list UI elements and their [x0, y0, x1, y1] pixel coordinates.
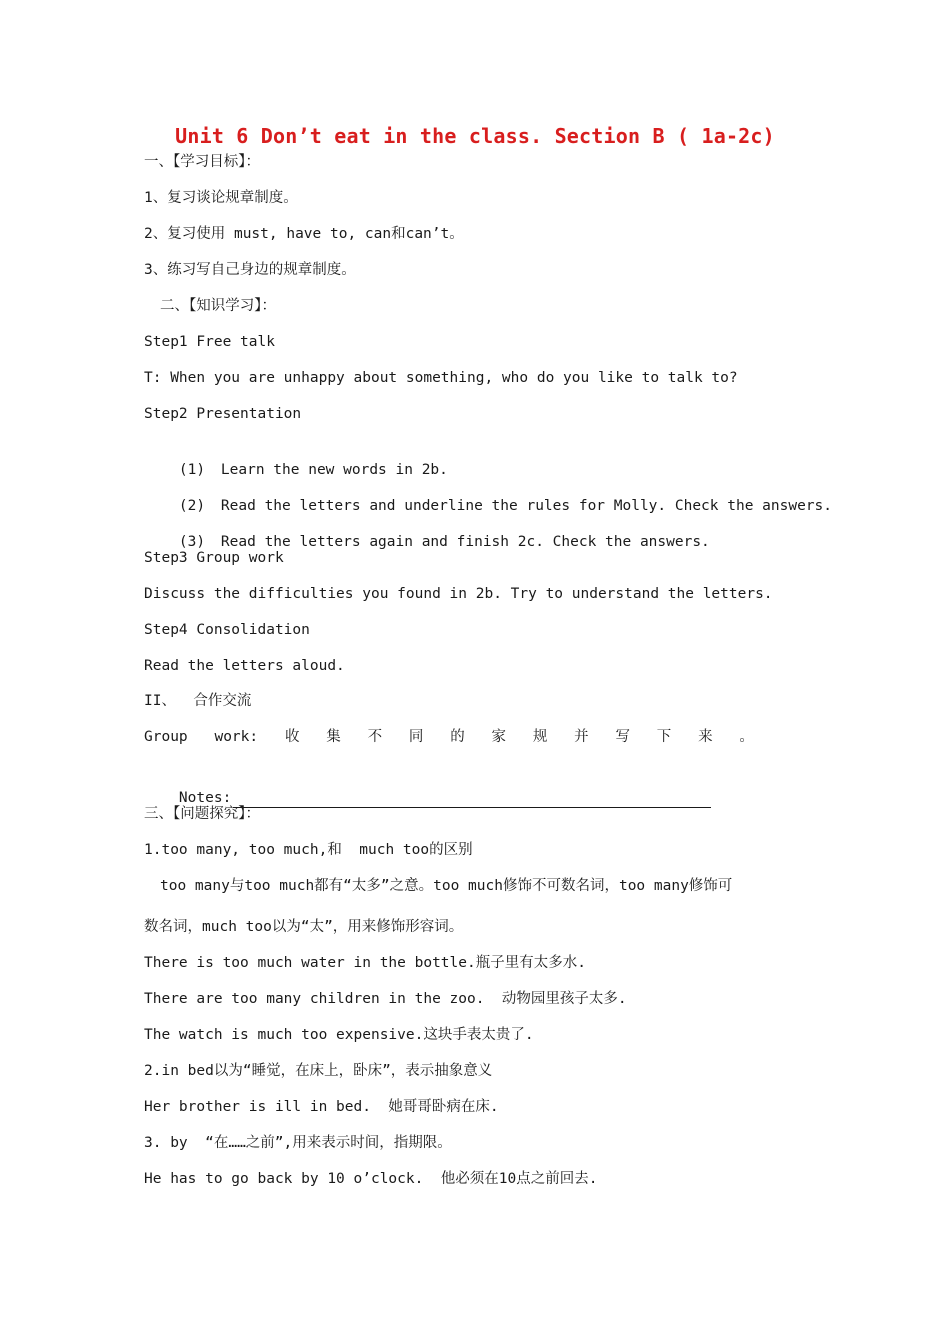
group-work-char: 家 — [491, 729, 506, 745]
goal-item: 2、复习使用 must, have to, can和can’t。 — [144, 226, 464, 242]
step-heading: Step4 Consolidation — [144, 622, 310, 638]
group-work-char: 不 — [367, 729, 383, 745]
notes-blank-line[interactable] — [233, 792, 711, 808]
step-text: Discuss the difficulties you found in 2b. Try to understand the letters. — [144, 586, 773, 602]
list-item-number: (2) — [178, 498, 206, 514]
group-work-char: 写 — [615, 729, 630, 745]
step-heading: Step1 Free talk — [144, 334, 275, 350]
group-work-char: 同 — [408, 729, 424, 745]
explanation-text: too many与too much都有“太多”之意。too much修饰不可数名词，too many修饰可 — [160, 878, 733, 894]
group-work-char: 集 — [326, 729, 341, 745]
group-work-word: work: — [214, 729, 259, 745]
explanation-text: 数名词，much too以为“太”，用来修饰形容词。 — [144, 919, 464, 935]
step-text: T: When you are unhappy about something, who do you like to talk to? — [144, 370, 738, 386]
point-title: 2.in bed以为“睡觉，在床上，卧床”，表示抽象意义 — [144, 1063, 493, 1079]
step-heading: Step2 Presentation — [144, 406, 302, 422]
example-sentence: The watch is much too expensive.这块手表太贵了. — [144, 1027, 534, 1043]
list-item-text: Read the letters and underline the rules for Molly. Check the answers. — [220, 498, 833, 514]
list-item-text: Read the letters again and finish 2c. Check the answers. — [220, 534, 710, 550]
document-title: Unit 6 Don’t eat in the class. Section B ( 1a-2c) — [175, 124, 775, 148]
example-sentence: There is too much water in the bottle.瓶子里有太多水. — [144, 955, 586, 971]
group-work-char: 规 — [532, 729, 548, 745]
example-sentence: There are too many children in the zoo. 动物园里孩子太多. — [144, 991, 627, 1007]
section-heading-goals: 一、【学习目标】： — [144, 154, 260, 170]
section-heading-knowledge: 二、【知识学习】： — [160, 298, 276, 314]
group-work-char: 。 — [739, 729, 754, 745]
example-sentence: Her brother is ill in bed. 她哥哥卧病在床. — [144, 1099, 499, 1115]
group-work-word: Group — [144, 729, 188, 745]
point-title: 3. by “在……之前”,用来表示时间，指期限。 — [144, 1135, 452, 1151]
group-work-char: 收 — [284, 729, 300, 745]
list-item-text: Learn the new words in 2b. — [220, 462, 448, 478]
step-text: Read the letters aloud. — [144, 658, 345, 674]
point-title: 1.too many, too much,和 much too的区别 — [144, 842, 473, 858]
list-item-number: (1) — [178, 462, 206, 478]
group-work-char: 来 — [698, 729, 713, 745]
goal-item: 3、练习写自己身边的规章制度。 — [144, 262, 356, 278]
section-heading-inquiry: 三、【问题探究】： — [144, 806, 260, 822]
group-work-char: 并 — [574, 729, 589, 745]
notes-label: Notes: — [178, 790, 232, 806]
group-work-line — [144, 727, 754, 747]
step-heading: Step3 Group work — [144, 550, 284, 566]
group-work-char: 下 — [656, 729, 672, 745]
goal-item: 1、复习谈论规章制度。 — [144, 190, 298, 206]
group-work-char: 的 — [450, 729, 465, 745]
list-item-number: (3) — [178, 534, 206, 550]
example-sentence: He has to go back by 10 o’clock. 他必须在10点之前回去. — [144, 1171, 598, 1187]
section-heading-cooperation: II、 合作交流 — [144, 693, 252, 709]
